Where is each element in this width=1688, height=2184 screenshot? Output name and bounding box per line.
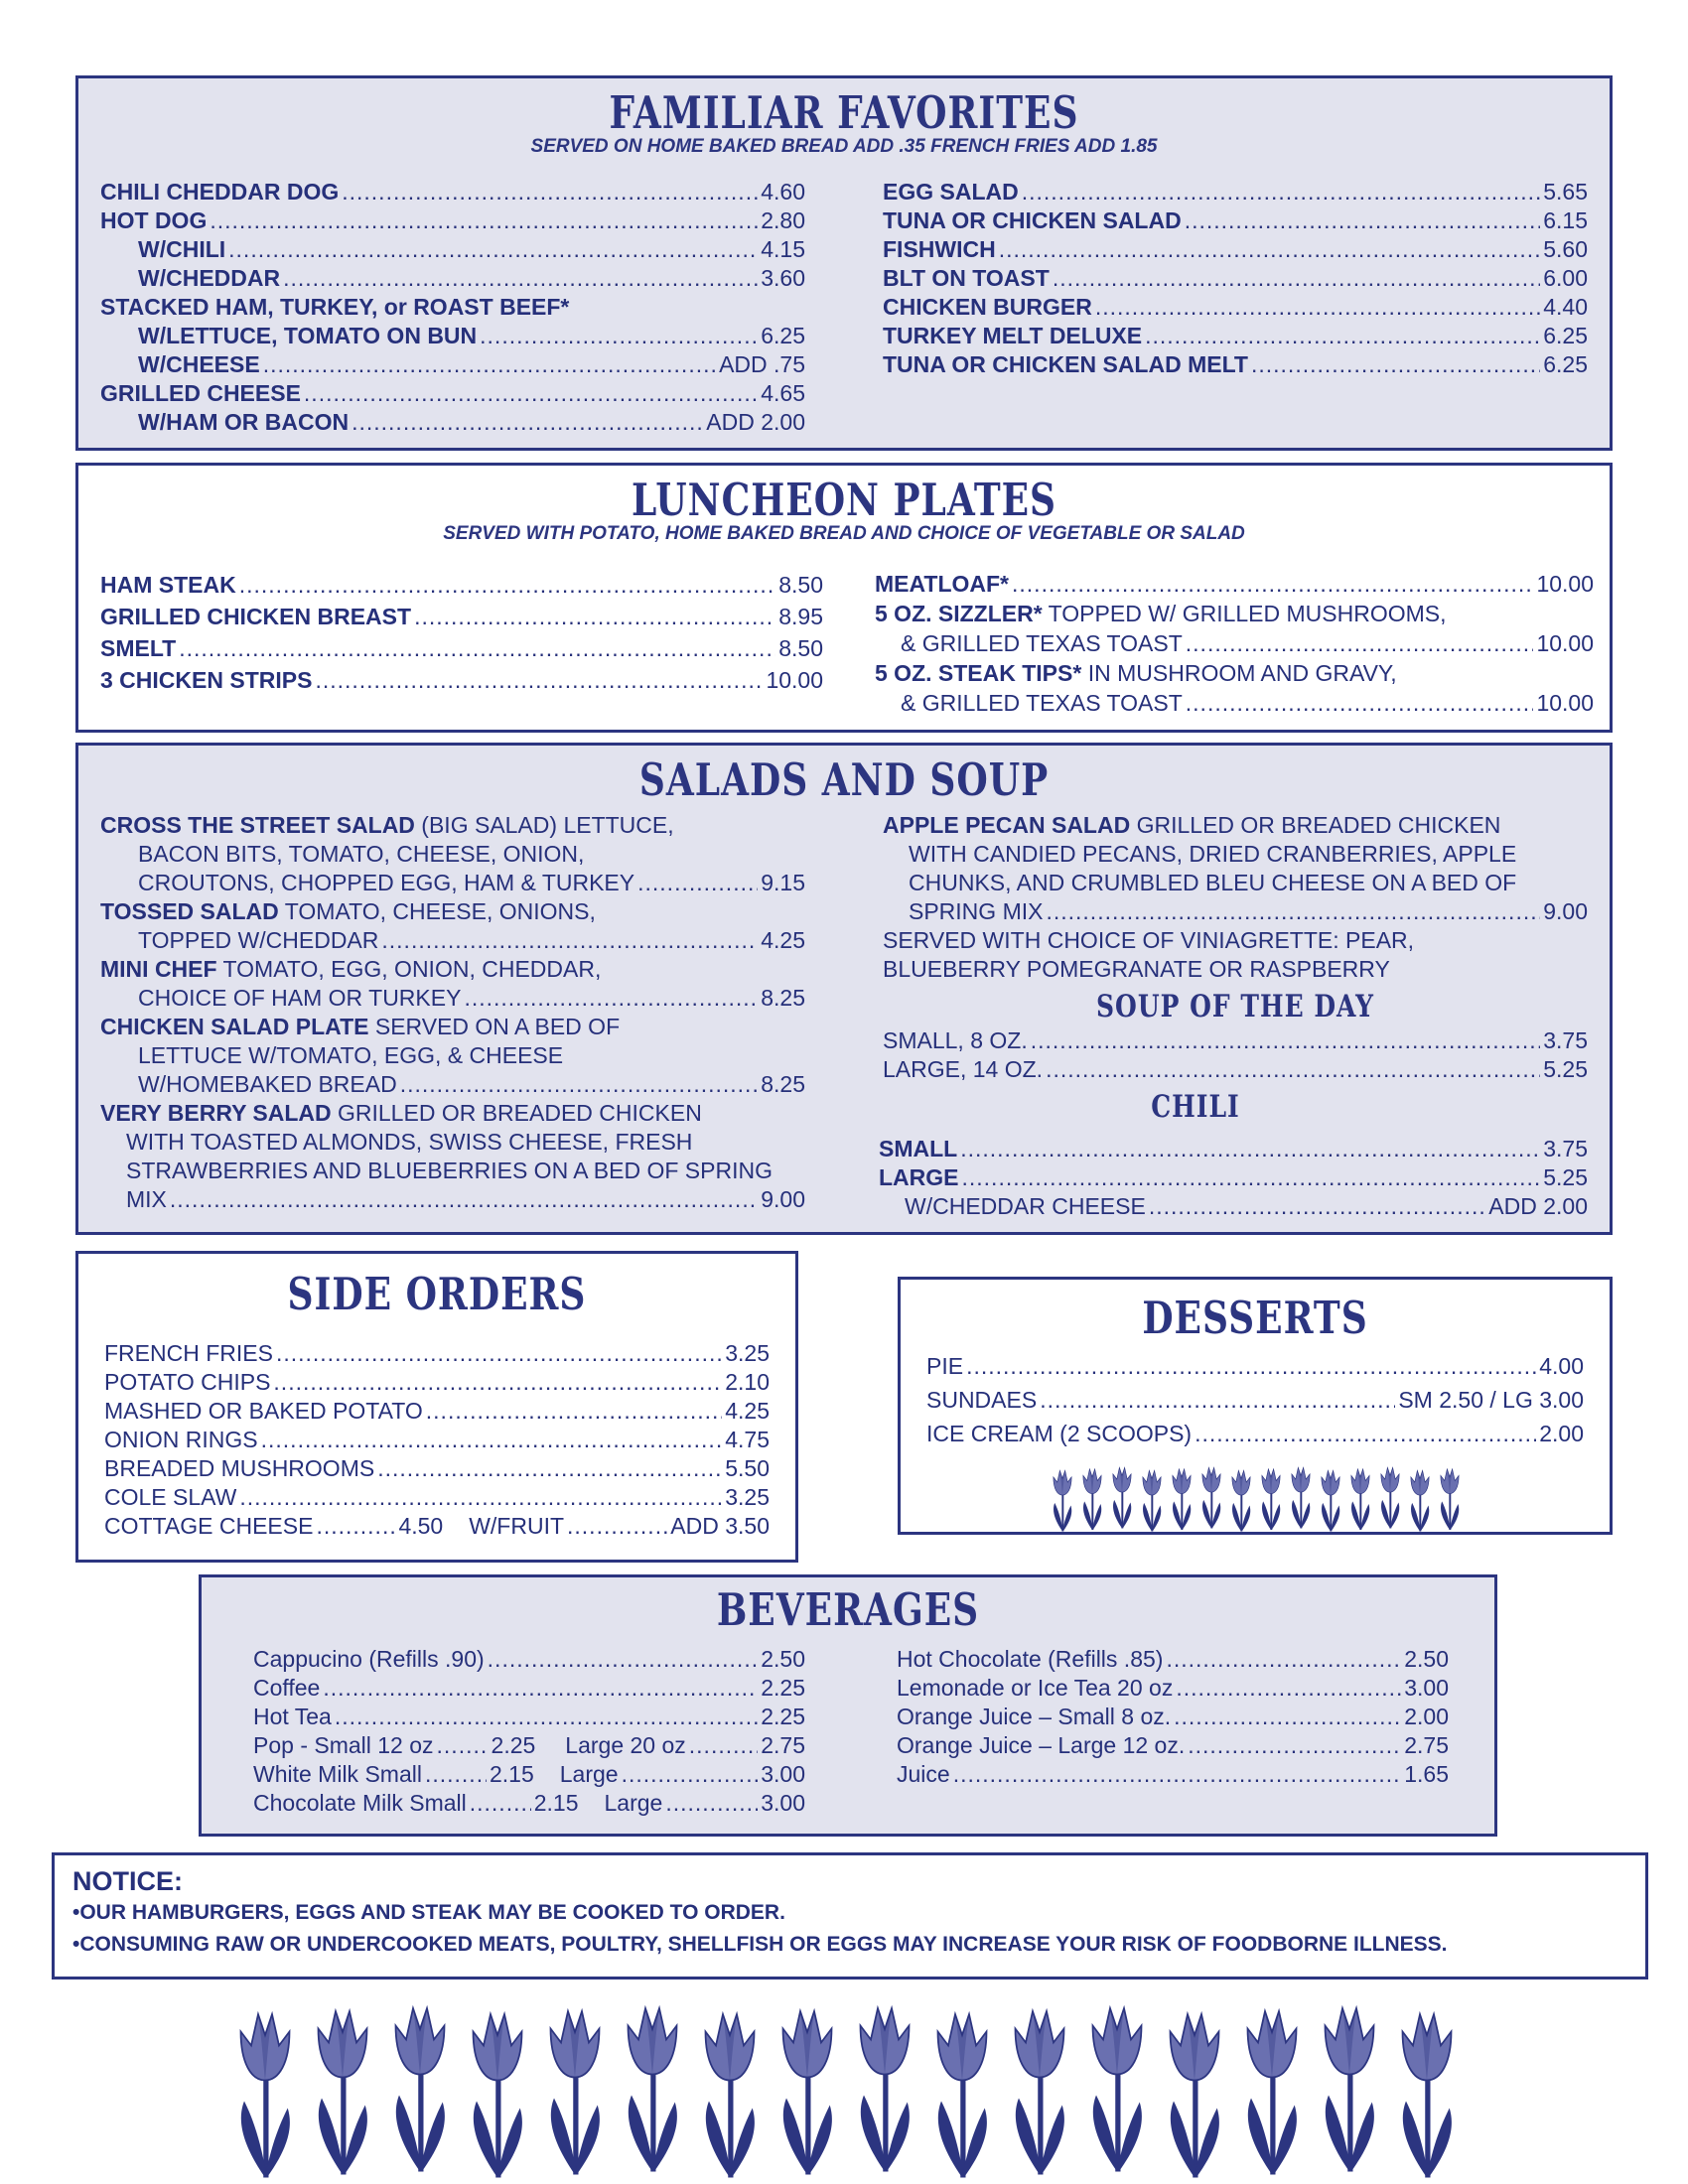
tulip-icon: [850, 1989, 919, 2180]
notice-line: •OUR HAMBURGERS, EGGS AND STEAK MAY BE COOKED TO ORDER.: [72, 1901, 785, 1924]
tulip-icon: [1139, 1464, 1165, 1534]
familiar-favorites-subtitle: SERVED ON HOME BAKED BREAD ADD .35 FRENCH FRIES ADD 1.85: [530, 136, 1158, 157]
tulip-icon: [927, 2001, 997, 2180]
menu-item-line: MIX ..... 9.00: [100, 1185, 805, 1214]
tulip-icon: [308, 1995, 377, 2180]
luncheon-plates-section: [75, 463, 1613, 733]
salads-right-column: [883, 811, 1588, 1127]
menu-item: MEATLOAF* ..... 10.00: [875, 569, 1594, 599]
tulip-icon: [1160, 2001, 1229, 2180]
soup-title: SOUP OF THE DAY: [1095, 988, 1375, 1024]
menu-item: FRENCH FRIES ..... 3.25: [104, 1339, 770, 1368]
menu-item: Hot Chocolate (Refills .85) ..... 2.50: [897, 1645, 1449, 1674]
menu-item: HAM STEAK ..... 8.50: [100, 569, 823, 601]
chili-list: [879, 1135, 1588, 1221]
tulip-decoration-small: [1050, 1458, 1467, 1534]
menu-item: BREADED MUSHROOMS ..... 5.50: [104, 1454, 770, 1483]
menu-item: LARGE, 14 OZ. ..... 5.25: [883, 1055, 1588, 1084]
menu-item: SUNDAES ..... SM 2.50 / LG 3.00: [926, 1383, 1584, 1417]
menu-item: POTATO CHIPS ..... 2.10: [104, 1368, 770, 1397]
notice-line: •CONSUMING RAW OR UNDERCOOKED MEATS, POULTRY, SHELLFISH OR EGGS MAY INCREASE YOUR RISK OF FOODBORNE ILLNESS.: [72, 1933, 1448, 1956]
menu-item: EGG SALAD ..... 5.65: [883, 178, 1588, 206]
tulip-icon: [695, 2001, 765, 2180]
side-orders-section: [75, 1251, 798, 1563]
menu-item-line: SPRING MIX ..... 9.00: [883, 897, 1588, 926]
luncheon-plates-title: LUNCHEON PLATES: [631, 474, 1057, 527]
desserts-section: [898, 1277, 1613, 1535]
tulip-icon: [385, 1989, 455, 2180]
menu-item: HOT DOG ..... 2.80: [100, 206, 805, 235]
menu-item: LARGE ..... 5.25: [879, 1163, 1588, 1192]
menu-item: 5 OZ. SIZZLER* TOPPED W/ GRILLED MUSHROOMS,: [875, 601, 1447, 626]
tulip-icon: [1228, 1464, 1254, 1534]
menu-item: CHICKEN SALAD PLATE SERVED ON A BED OF: [100, 1014, 621, 1039]
menu-item: W/CHEESE ..... ADD .75: [100, 350, 805, 379]
menu-item-line: TOPPED W/CHEDDAR ..... 4.25: [100, 926, 805, 955]
menu-item: Hot Tea ..... 2.25: [253, 1703, 805, 1731]
menu-item-line: W/HOMEBAKED BREAD ..... 8.25: [100, 1070, 805, 1099]
vinaigrette-note: SERVED WITH CHOICE OF VINIAGRETTE: PEAR,: [883, 927, 1415, 953]
menu-item-continued: & GRILLED TEXAS TOAST ..... 10.00: [875, 628, 1594, 658]
menu-item: Orange Juice – Small 8 oz. ..... 2.00: [897, 1703, 1449, 1731]
menu-item-line: WITH CANDIED PECANS, DRIED CRANBERRIES, APPLE: [909, 841, 1517, 867]
menu-item-line: CROUTONS, CHOPPED EGG, HAM & TURKEY ..... 9.15: [100, 869, 805, 897]
beverages-left-column: [253, 1645, 805, 1818]
tulip-icon: [1315, 1989, 1384, 2180]
menu-item: VERY BERRY SALAD GRILLED OR BREADED CHICKEN: [100, 1100, 702, 1126]
menu-item: Cappucino (Refills .90) ..... 2.50: [253, 1645, 805, 1674]
notice-section: [52, 1852, 1648, 1979]
side-orders-title: SIDE ORDERS: [287, 1268, 587, 1321]
tulip-icon: [1288, 1458, 1314, 1534]
menu-item: MASHED OR BAKED POTATO ..... 4.25: [104, 1397, 770, 1426]
menu-item: Chocolate Milk Small ..... 2.15 Large ..... 3.00: [253, 1789, 805, 1818]
tulip-icon: [1318, 1464, 1343, 1534]
menu-item: SMALL, 8 OZ. ..... 3.75: [883, 1026, 1588, 1055]
beverages-title: BEVERAGES: [716, 1583, 980, 1637]
desserts-list: [926, 1349, 1584, 1450]
tulip-icon: [463, 2001, 532, 2180]
menu-item: W/LETTUCE, TOMATO ON BUN ..... 6.25: [100, 322, 805, 350]
menu-item: ICE CREAM (2 SCOOPS) ..... 2.00: [926, 1417, 1584, 1450]
menu-item: 3 CHICKEN STRIPS ..... 10.00: [100, 664, 823, 696]
tulip-icon: [1237, 1995, 1307, 2180]
menu-item-line: CHUNKS, AND CRUMBLED BLEU CHEESE ON A BED OF: [909, 870, 1517, 895]
menu-item: BLT ON TOAST ..... 6.00: [883, 264, 1588, 293]
menu-item: Lemonade or Ice Tea 20 oz ..... 3.00: [897, 1674, 1449, 1703]
menu-item: TURKEY MELT DELUXE ..... 6.25: [883, 322, 1588, 350]
tulip-icon: [1407, 1464, 1433, 1534]
menu-item: GRILLED CHEESE ..... 4.65: [100, 379, 805, 408]
menu-item: TUNA OR CHICKEN SALAD ..... 6.15: [883, 206, 1588, 235]
menu-item: CHILI CHEDDAR DOG ..... 4.60: [100, 178, 805, 206]
menu-item: GRILLED CHICKEN BREAST ..... 8.95: [100, 601, 823, 632]
menu-item: STACKED HAM, TURKEY, or ROAST BEEF*: [100, 294, 570, 320]
menu-item-continued: & GRILLED TEXAS TOAST ..... 10.00: [875, 688, 1594, 718]
tulip-icon: [1377, 1458, 1403, 1534]
menu-item: White Milk Small ..... 2.15 Large ..... 3.00: [253, 1760, 805, 1789]
salads-left-column: [100, 811, 805, 1214]
tulip-icon: [1082, 1989, 1152, 2180]
tulip-icon: [540, 1995, 610, 2180]
menu-item: SMALL ..... 3.75: [879, 1135, 1588, 1163]
menu-item-line: STRAWBERRIES AND BLUEBERRIES ON A BED OF SPRING: [126, 1158, 773, 1183]
vinaigrette-note: BLUEBERRY POMEGRANATE OR RASPBERRY: [883, 956, 1390, 982]
menu-item: W/CHEDDAR ..... 3.60: [100, 264, 805, 293]
tulip-icon: [1169, 1461, 1195, 1534]
menu-item: Coffee ..... 2.25: [253, 1674, 805, 1703]
tulip-icon: [1437, 1461, 1463, 1534]
menu-item: 5 OZ. STEAK TIPS* IN MUSHROOM AND GRAVY,: [875, 660, 1397, 686]
tulip-icon: [1347, 1461, 1373, 1534]
beverages-right-column: [897, 1645, 1449, 1789]
menu-item-line: CHOICE OF HAM OR TURKEY ..... 8.25: [100, 984, 805, 1013]
tulip-icon: [773, 1995, 842, 2180]
menu-item-line: LETTUCE W/TOMATO, EGG, & CHEESE: [138, 1042, 564, 1068]
menu-item: CROSS THE STREET SALAD (BIG SALAD) LETTUCE,: [100, 812, 674, 838]
menu-item: CHICKEN BURGER ..... 4.40: [883, 293, 1588, 322]
menu-item: W/CHILI ..... 4.15: [100, 235, 805, 264]
familiar-right-column: [883, 178, 1588, 379]
tulip-icon: [1079, 1461, 1105, 1534]
menu-item: W/CHEDDAR CHEESE ..... ADD 2.00: [879, 1192, 1588, 1221]
menu-item: COTTAGE CHEESE ..... 4.50 W/FRUIT ..... ADD 3.50: [104, 1512, 770, 1541]
luncheon-right-column: [875, 569, 1594, 718]
tulip-icon: [1198, 1458, 1224, 1534]
desserts-title: DESSERTS: [1142, 1292, 1368, 1345]
tulip-icon: [230, 2001, 300, 2180]
salads-soup-section: [75, 743, 1613, 1235]
tulip-icon: [1050, 1464, 1075, 1534]
menu-item: COLE SLAW ..... 3.25: [104, 1483, 770, 1512]
tulip-icon: [1005, 1995, 1074, 2180]
menu-item: PIE ..... 4.00: [926, 1349, 1584, 1383]
menu-item: SMELT ..... 8.50: [100, 632, 823, 664]
salads-soup-title: SALADS AND SOUP: [638, 753, 1050, 807]
menu-item: Juice ..... 1.65: [897, 1760, 1449, 1789]
menu-item: TUNA OR CHICKEN SALAD MELT ..... 6.25: [883, 350, 1588, 379]
beverages-section: [199, 1574, 1497, 1837]
menu-item: TOSSED SALAD TOMATO, CHEESE, ONIONS,: [100, 898, 596, 924]
luncheon-left-column: [100, 569, 823, 696]
tulip-icon: [618, 1989, 687, 2180]
side-orders-list: [104, 1339, 770, 1541]
tulip-decoration-large: [230, 1985, 1485, 2180]
luncheon-plates-subtitle: SERVED WITH POTATO, HOME BAKED BREAD AND CHOICE OF VEGETABLE OR SALAD: [443, 523, 1245, 544]
menu-item: ONION RINGS ..... 4.75: [104, 1426, 770, 1454]
chili-title: CHILI: [1151, 1088, 1240, 1125]
menu-item: APPLE PECAN SALAD GRILLED OR BREADED CHICKEN: [883, 812, 1501, 838]
tulip-icon: [1392, 2001, 1462, 2180]
menu-item: FISHWICH ..... 5.60: [883, 235, 1588, 264]
menu-item-line: BACON BITS, TOMATO, CHEESE, ONION,: [138, 841, 585, 867]
menu-item: Orange Juice – Large 12 oz. ..... 2.75: [897, 1731, 1449, 1760]
notice-title: NOTICE:: [72, 1866, 183, 1896]
tulip-icon: [1109, 1458, 1135, 1534]
menu-item-line: WITH TOASTED ALMONDS, SWISS CHEESE, FRESH: [126, 1129, 693, 1155]
familiar-left-column: [100, 178, 805, 437]
menu-item: W/HAM OR BACON ..... ADD 2.00: [100, 408, 805, 437]
menu-item: MINI CHEF TOMATO, EGG, ONION, CHEDDAR,: [100, 956, 602, 982]
tulip-icon: [1258, 1461, 1284, 1534]
familiar-favorites-section: [75, 75, 1613, 451]
familiar-favorites-title: FAMILIAR FAVORITES: [609, 86, 1079, 140]
menu-item: Pop - Small 12 oz ..... 2.25 Large 20 oz ..... 2.75: [253, 1731, 805, 1760]
